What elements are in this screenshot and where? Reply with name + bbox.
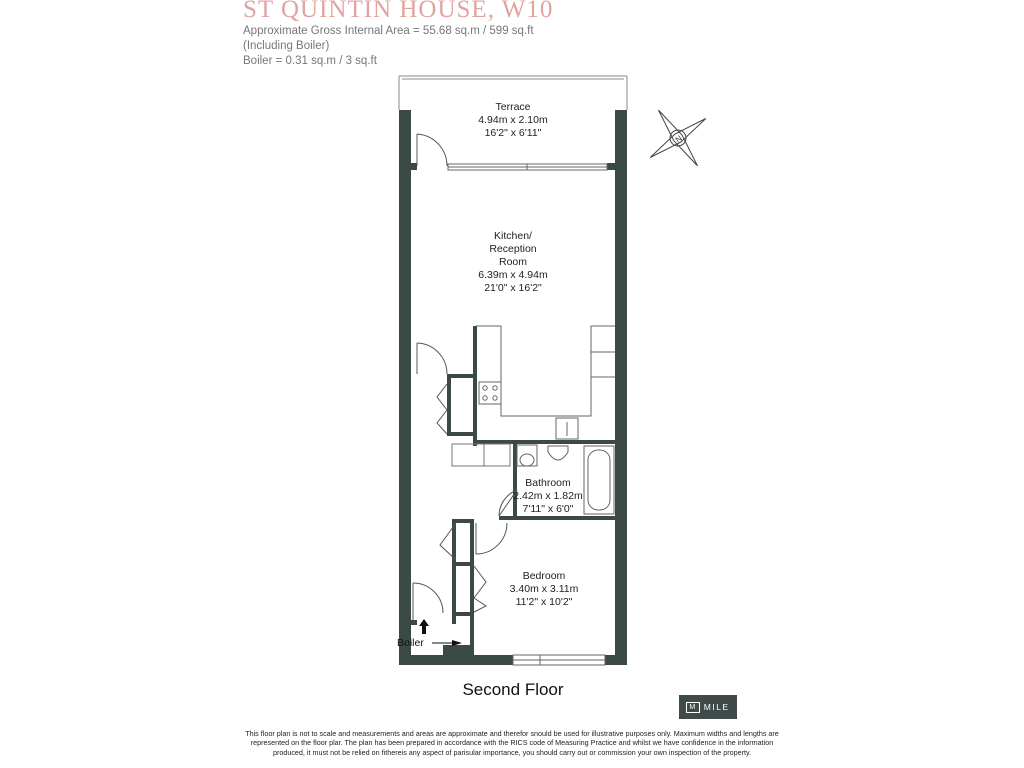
kitchen-name-2: Reception: [489, 243, 537, 255]
boiler-label: Boiler: [397, 637, 424, 649]
terrace-name: Terrace: [495, 101, 531, 113]
bathroom-metric: 2.42m x 1.82m: [513, 490, 583, 502]
compass-north-label: N: [673, 133, 684, 145]
boiler-area-line: Boiler = 0.31 sq.m / 3 sq.ft: [243, 55, 377, 67]
terrace-metric: 4.94m x 2.10m: [478, 114, 548, 126]
room-kitchen: [478, 230, 547, 295]
kitchen-imperial: 21'0" x 16'2": [484, 282, 542, 294]
up-arrow-icon: [419, 619, 429, 634]
bathroom-imperial: 7'11" x 6'0": [522, 503, 574, 515]
kitchen-metric: 6.39m x 4.94m: [478, 269, 548, 281]
property-title: ST QUINTIN HOUSE, W10: [243, 0, 554, 23]
including-boiler-line: (Including Boiler): [243, 40, 330, 52]
kitchen-units: [476, 326, 615, 441]
hall-storage: [452, 444, 510, 466]
terrace-window: [448, 164, 607, 170]
bedroom-metric: 3.40m x 3.11m: [509, 583, 579, 595]
kitchen-name-1: Kitchen/: [494, 230, 532, 242]
bathroom-name: Bathroom: [525, 477, 571, 489]
terrace-imperial: 16'2" x 6'11": [484, 127, 542, 139]
bedroom-window: [513, 655, 605, 665]
logo-mark: M: [686, 702, 699, 713]
room-bedroom: [510, 570, 579, 609]
terrace-door: [417, 134, 447, 166]
agency-logo: [679, 695, 737, 719]
room-terrace: [478, 101, 547, 140]
kitchen-name-3: Room: [498, 256, 528, 268]
disclaimer-text: This floor plan is not to scale and measurements and areas are approximate and therefor snould be used for illustrative purposes only. Maximum widths and lengths are represented on the floor plar. The plan has been prepared in accordance with the RICS code of Measuring Practice and whilst we have confidence in the information produced, it must not be relied on fithereis any aspect of parisular importance, you should carry out or commission your own inspection of the property.: [245, 729, 779, 757]
floor-label: Second Floor: [462, 680, 564, 699]
logo-text: MILE: [703, 702, 730, 712]
bedroom-name: Bedroom: [522, 570, 566, 582]
gross-area-line: Approximate Gross Internal Area = 55.68 sq.m / 599 sq.ft: [243, 25, 534, 37]
bedroom-imperial: 11'2" x 10'2": [515, 596, 573, 608]
room-bathroom: [513, 477, 582, 516]
